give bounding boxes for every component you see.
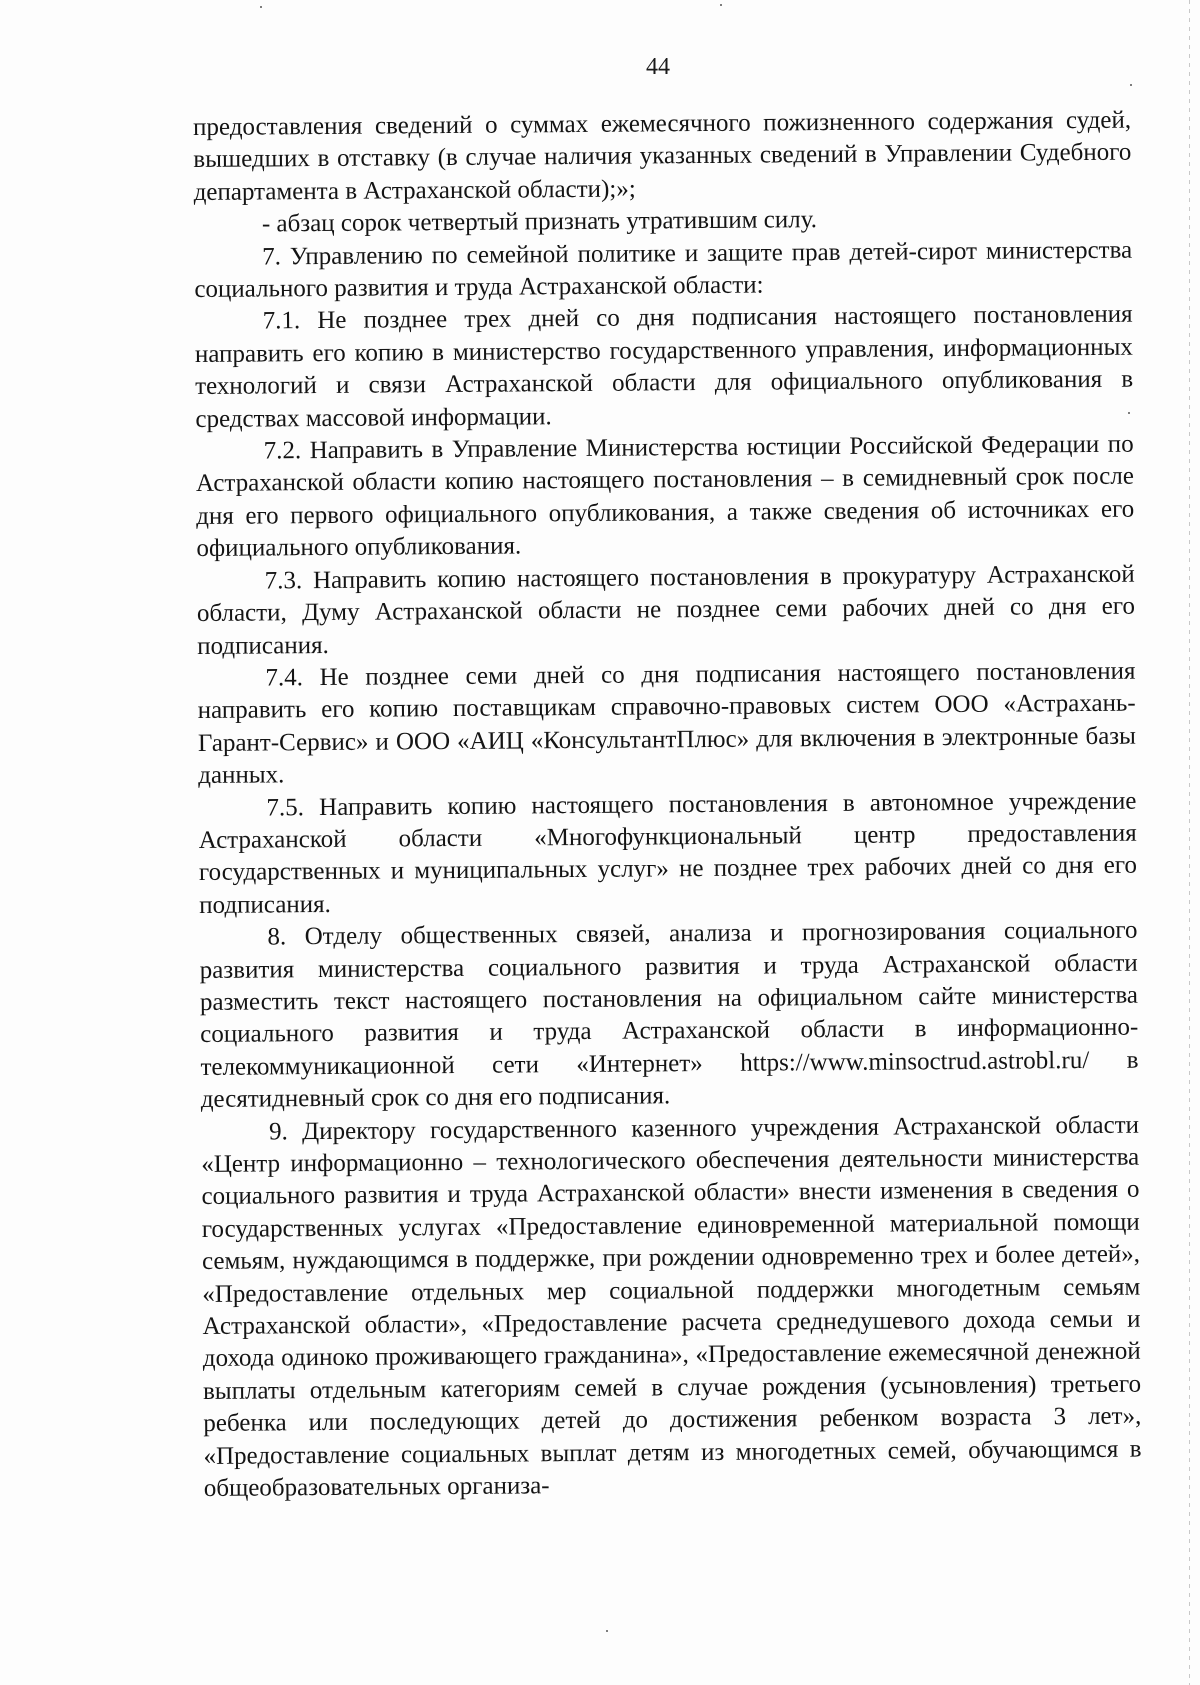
paragraph-item-9: 9. Директору государственного казенного учреждения Астраханской области «Центр информационно – технологического обеспечения деятельности министерства социального развития и труда Астраханской области» внести изменения в сведения о государственных услугах «Предоставление единовременной материальной помощи семьям, нуждающимся в поддержке, при рождении одновременно трех и более детей», «Предоставление отдельных мер социальной поддержки многодетным семьям Астраханской области», «Предоставление расчета среднедушевого дохода семьи и дохода одиноко проживающего гражданина», «Предоставление ежемесячной денежной выплаты отдельным категориям семей в случае рождения (усыновления) третьего ребенка или последующих детей до достижения ребенком возраста 3 лет», «Предоставление социальных выплат детям из многодетных семей, обучающимся в общеобразовательных организа- (201, 1111, 1142, 1503)
paragraph-item-7-2: 7.2. Направить в Управление Министерства юстиции Российской Федерации по Астраханской области копию настоящего постановления – в семидневный срок после дня его первого официального опубликования, а также сведения об источниках его официального опубликования. (195, 430, 1135, 563)
paragraph-item-7-1: 7.1. Не позднее трех дней со дня подписания настоящего постановления направить его копию в министерство государственного управления, информационных технологий и связи Астраханской области для официального опубликования в средствах массовой информации. (194, 301, 1134, 433)
page-number: 44 (646, 54, 670, 80)
paragraph-item-7-4: 7.4. Не позднее семи дней со дня подписания настоящего постановления направить его копию поставщикам справочно-правовых систем ООО «Астрахань-Гарант-Сервис» и ООО «АИЦ «КонсультантПлюс» для включения в электронные базы данных. (197, 657, 1137, 790)
scan-edge-line (1189, 0, 1190, 1685)
paragraph-continuation: предоставления сведений о суммах ежемесячного пожизненного содержания судей, вышедших в отставку (в случае наличия указанных сведений в Управлении Судебного департамента в Астраханской области);»; (193, 106, 1132, 206)
paragraph-abzac-44: - абзац сорок четвертый признать утратившим силу. (261, 206, 818, 238)
scan-speck (606, 1630, 608, 1632)
body-text (193, 105, 1142, 1506)
scan-speck (720, 4, 722, 6)
paragraph-item-8: 8. Отделу общественных связей, анализа и прогнозирования социального развития министерства социального развития и труда Астраханской области разместить текст настоящего постановления на официальном сайте министерства социального развития и труда Астраханской области в информационно-телекоммуникационной сети «Интернет» https://www.minsoctrud.astrobl.ru/ в десятидневный срок со дня его подписания. (199, 916, 1139, 1114)
scan-speck (260, 6, 262, 8)
paragraph-item-7: 7. Управлению по семейной политике и защите прав детей-сирот министерства социального развития и труда Астраханской области: (194, 236, 1133, 304)
paragraph-item-7-3: 7.3. Направить копию настоящего постановления в прокуратуру Астраханской области, Думу Астраханской области не позднее семи рабочих дней со дня его подписания. (196, 560, 1136, 660)
paragraph-item-7-5: 7.5. Направить копию настоящего постановления в автономное учреждение Астраханской области «Многофункциональный центр предоставления государственных и муниципальных услуг» не позднее трех рабочих дней со дня его подписания. (198, 787, 1138, 919)
scan-speck (1130, 84, 1132, 86)
